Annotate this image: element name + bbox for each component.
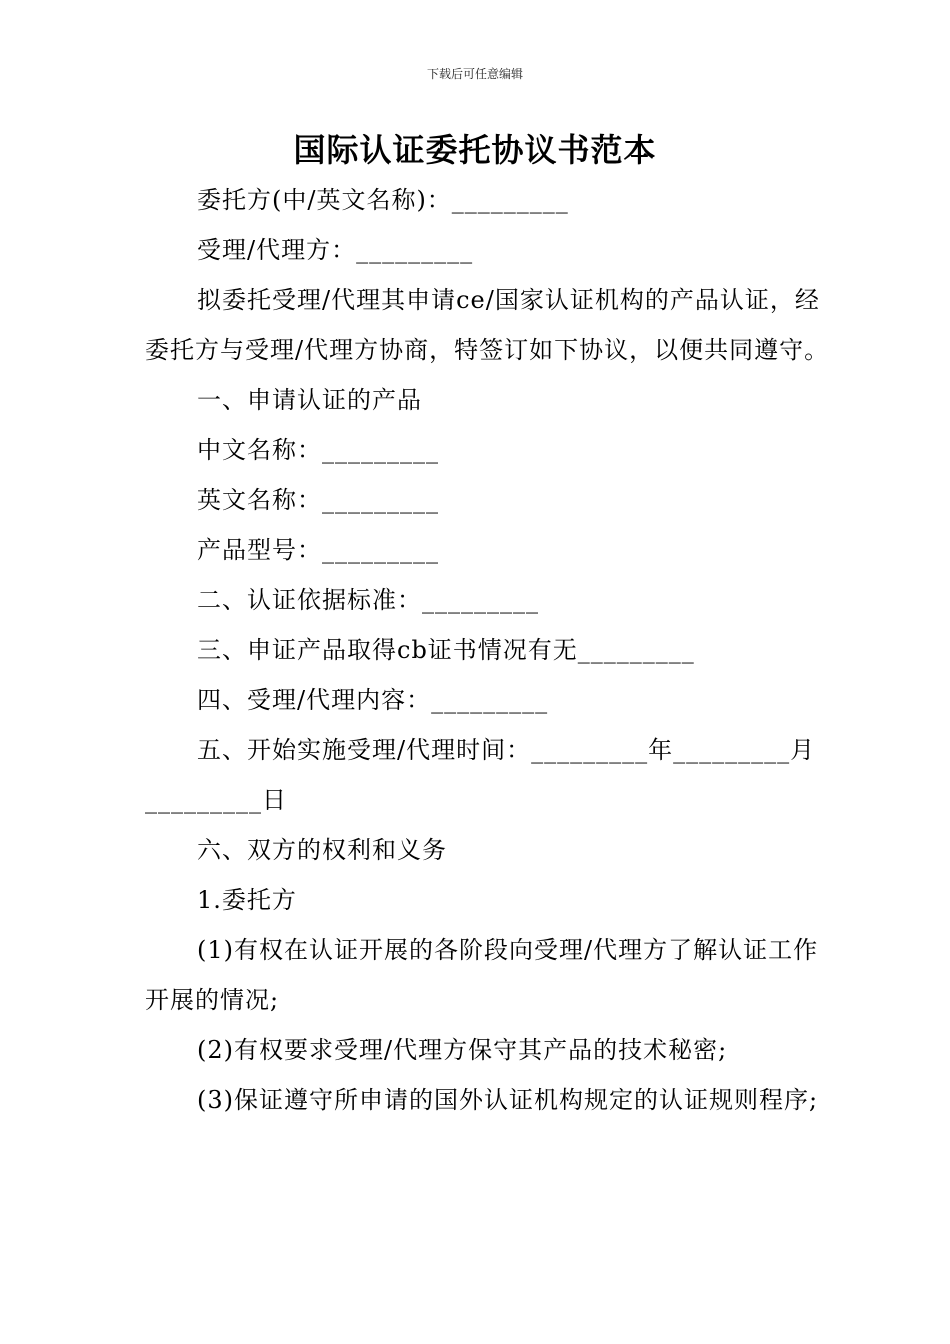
document-body bbox=[145, 175, 835, 1125]
header-note: 下载后可任意编辑 bbox=[426, 67, 523, 81]
paragraph-english-name: 英文名称：_________ bbox=[197, 486, 439, 514]
clause-2: (2)有权要求受理/代理方保守其产品的技术秘密; bbox=[197, 1036, 728, 1064]
paragraph-client: 委托方(中/英文名称)：_________ bbox=[197, 186, 569, 214]
section-5-heading: 五、开始实施受理/代理时间：_________年_________月_________日 bbox=[145, 736, 816, 814]
clause-3: (3)保证遵守所申请的国外认证机构规定的认证规则程序; bbox=[197, 1086, 819, 1114]
paragraph-agent: 受理/代理方：_________ bbox=[197, 236, 474, 264]
section-6-heading: 六、双方的权利和义务 bbox=[197, 836, 447, 864]
section-3-heading: 三、申证产品取得cb证书情况有无_________ bbox=[197, 636, 695, 664]
section-4-heading: 四、受理/代理内容：_________ bbox=[197, 686, 549, 714]
clause-1: (1)有权在认证开展的各阶段向受理/代理方了解认证工作开展的情况; bbox=[145, 936, 819, 1014]
paragraph-chinese-name: 中文名称：_________ bbox=[197, 436, 439, 464]
paragraph-model: 产品型号：_________ bbox=[197, 536, 439, 564]
section-2-heading: 二、认证依据标准：_________ bbox=[197, 586, 539, 614]
section-1-heading: 一、申请认证的产品 bbox=[197, 386, 422, 414]
subsection-client: 1.委托方 bbox=[197, 886, 297, 914]
paragraph-intro: 拟委托受理/代理其申请ce/国家认证机构的产品认证，经委托方与受理/代理方协商，特签订如下协议，以便共同遵守。 bbox=[145, 286, 830, 364]
document-title: 国际认证委托协议书范本 bbox=[293, 131, 657, 169]
